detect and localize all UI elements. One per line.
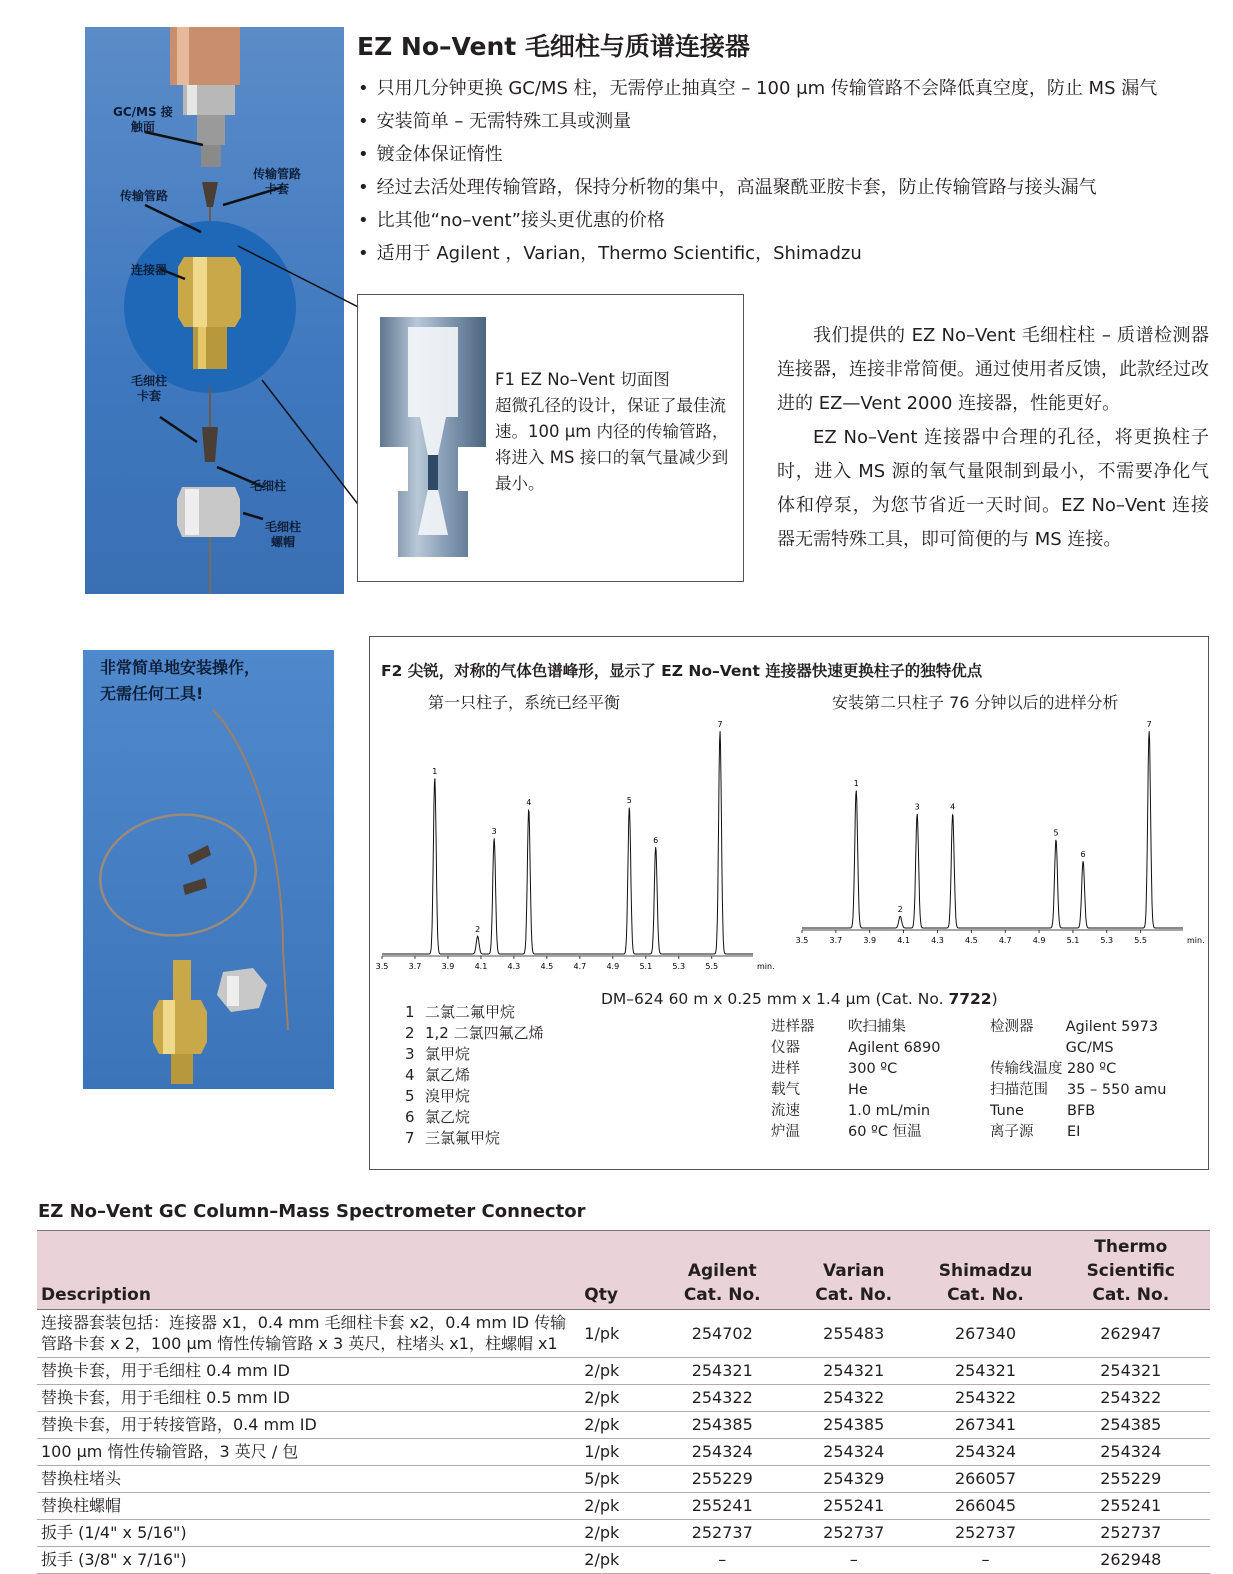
cell-varian: 254321 bbox=[788, 1358, 919, 1385]
peak-list-item bbox=[405, 1023, 544, 1044]
cell-qty: 2/pk bbox=[580, 1520, 656, 1547]
header-varian bbox=[788, 1231, 919, 1310]
paragraph: 我们提供的 EZ No–Vent 毛细柱柱 – 质谱检测器连接器，连接非常简便。通过使用者反馈，此款经过改进的 EZ—Vent 2000 连接器，性能更好。 bbox=[777, 325, 1209, 414]
cell-agilent: 254385 bbox=[656, 1412, 788, 1439]
table-row bbox=[37, 1412, 1210, 1439]
cell-thermo: 254322 bbox=[1052, 1385, 1210, 1412]
cell-agilent: 254321 bbox=[656, 1358, 788, 1385]
feature-item: • 比其他“no–vent”接头更优惠的价格 bbox=[358, 204, 1218, 237]
conditions-right bbox=[990, 1017, 1208, 1143]
cell-shimadzu: 266045 bbox=[919, 1493, 1051, 1520]
peak-label: 7 bbox=[717, 720, 723, 729]
x-tick-label: 5.5 bbox=[705, 962, 719, 971]
cell-thermo: 255229 bbox=[1052, 1466, 1210, 1493]
product-table bbox=[37, 1230, 1210, 1574]
installation-caption bbox=[100, 655, 260, 707]
column-spec-cat: 7722 bbox=[948, 990, 992, 1008]
cell-desc: 替换柱螺帽 bbox=[37, 1493, 580, 1520]
x-tick-label: 4.7 bbox=[998, 936, 1012, 945]
condition-row bbox=[771, 1122, 941, 1143]
x-tick-label: 5.1 bbox=[1066, 936, 1080, 945]
x-tick-label: 4.5 bbox=[964, 936, 978, 945]
condition-row bbox=[771, 1101, 941, 1122]
header-description: Description bbox=[37, 1231, 580, 1310]
x-tick-label: 3.5 bbox=[375, 962, 389, 971]
condition-value: 吹扫捕集 bbox=[848, 1019, 906, 1035]
x-tick-label: 3.7 bbox=[408, 962, 422, 971]
x-tick-label: 3.9 bbox=[441, 962, 455, 971]
installation-photo bbox=[83, 650, 334, 1089]
peak-compound: 三氯氟甲烷 bbox=[425, 1129, 501, 1147]
x-axis-unit: min. bbox=[1187, 936, 1205, 945]
cell-thermo: 254324 bbox=[1052, 1439, 1210, 1466]
table-row bbox=[37, 1358, 1210, 1385]
header-line: Shimadzu bbox=[938, 1261, 1033, 1281]
cell-thermo: 252737 bbox=[1052, 1520, 1210, 1547]
chromatogram-2-subtitle: 安装第二只柱子 76 分钟以后的进样分析 bbox=[832, 693, 1119, 712]
peak-list-item bbox=[405, 1044, 544, 1065]
header-line: Cat. No. bbox=[947, 1285, 1024, 1305]
condition-row bbox=[990, 1101, 1208, 1122]
x-tick-label: 3.9 bbox=[863, 936, 877, 945]
condition-key: 载气 bbox=[771, 1082, 800, 1098]
x-tick-label: 5.3 bbox=[672, 962, 686, 971]
x-tick-label: 4.5 bbox=[540, 962, 554, 971]
feature-list bbox=[358, 72, 1218, 270]
peak-number: 6 bbox=[405, 1108, 415, 1126]
condition-key: 进样器 bbox=[771, 1019, 815, 1035]
header-line: Thermo Scientific bbox=[1086, 1237, 1175, 1281]
cell-agilent: 254324 bbox=[656, 1439, 788, 1466]
cell-shimadzu: 254321 bbox=[919, 1358, 1051, 1385]
condition-key: 扫描范围 bbox=[990, 1082, 1048, 1098]
condition-row bbox=[771, 1059, 941, 1080]
condition-row bbox=[990, 1059, 1208, 1080]
chromatogram-trace bbox=[802, 731, 1183, 928]
cell-qty: 2/pk bbox=[580, 1493, 656, 1520]
cell-qty: 1/pk bbox=[580, 1439, 656, 1466]
table-body bbox=[37, 1310, 1210, 1574]
peak-compound: 氯乙烯 bbox=[425, 1066, 471, 1084]
label-column: 毛细柱 bbox=[250, 479, 287, 493]
x-tick-label: 4.1 bbox=[897, 936, 910, 945]
cell-desc: 100 μm 惰性传输管路，3 英尺 / 包 bbox=[37, 1439, 580, 1466]
x-tick-label: 5.5 bbox=[1134, 936, 1148, 945]
header-line: Cat. No. bbox=[683, 1285, 761, 1305]
paragraph: EZ No–Vent 连接器中合理的孔径，将更换柱子时，进入 MS 源的氧气量限制到最小，不需要净化气体和停泵，为您节省近一天时间。EZ No–Vent 连接器无需特殊工具，即可简便的与 MS 连接。 bbox=[777, 427, 1209, 550]
condition-value: Agilent 6890 bbox=[848, 1040, 941, 1056]
peak-compound: 二氯二氟甲烷 bbox=[425, 1003, 516, 1021]
peak-list-item bbox=[405, 1086, 544, 1107]
condition-value: 60 ºC 恒温 bbox=[848, 1124, 922, 1140]
table-row bbox=[37, 1439, 1210, 1466]
header-shimadzu bbox=[919, 1231, 1051, 1310]
x-tick-label: 5.1 bbox=[639, 962, 653, 971]
condition-value: 280 ºC bbox=[1067, 1061, 1117, 1077]
table-row bbox=[37, 1466, 1210, 1493]
label-column-ferrule: 毛细柱 卡套 bbox=[131, 374, 168, 403]
peak-compound: 溴甲烷 bbox=[425, 1087, 471, 1105]
condition-key: 离子源 bbox=[990, 1124, 1034, 1140]
label-gcms-interface: GC/MS 接 触面 bbox=[113, 105, 173, 134]
label-transfer-line: 传输管路 bbox=[120, 189, 169, 203]
condition-key: 检测器 bbox=[990, 1019, 1034, 1035]
peak-label: 4 bbox=[526, 798, 532, 808]
chromatogram-1-subtitle: 第一只柱子，系统已经平衡 bbox=[428, 693, 621, 712]
feature-item: • 镀金体保证惰性 bbox=[358, 138, 1218, 171]
cell-thermo: 254321 bbox=[1052, 1358, 1210, 1385]
header-agilent bbox=[656, 1231, 788, 1310]
cell-shimadzu: 267340 bbox=[919, 1310, 1051, 1358]
caption-line: 非常简单地安装操作， bbox=[100, 658, 261, 677]
x-tick-label: 4.9 bbox=[606, 962, 620, 971]
x-tick-label: 4.7 bbox=[573, 962, 587, 971]
cell-qty: 1/pk bbox=[580, 1310, 656, 1358]
peak-number: 7 bbox=[405, 1129, 415, 1147]
condition-value: BFB bbox=[1067, 1103, 1096, 1119]
feature-item: • 安装简单 – 无需特殊工具或测量 bbox=[358, 105, 1218, 138]
f1-label: F1 EZ No–Vent 切面图 bbox=[495, 370, 670, 389]
cell-qty: 2/pk bbox=[580, 1385, 656, 1412]
column-spec-suffix: ) bbox=[991, 990, 998, 1008]
cell-qty: 2/pk bbox=[580, 1547, 656, 1574]
f1-caption bbox=[495, 367, 735, 497]
cell-desc: 替换卡套，用于毛细柱 0.4 mm ID bbox=[37, 1358, 580, 1385]
installation-illustration bbox=[83, 650, 334, 1089]
cell-varian: – bbox=[788, 1547, 919, 1574]
table-title: EZ No–Vent GC Column–Mass Spectrometer Connector bbox=[38, 1201, 586, 1222]
cell-thermo: 254385 bbox=[1052, 1412, 1210, 1439]
table-row bbox=[37, 1310, 1210, 1358]
f2-title: F2 尖锐，对称的气体色谱峰形，显示了 EZ No–Vent 连接器快速更换柱子的独特优点 bbox=[381, 662, 983, 680]
peak-list-item bbox=[405, 1128, 544, 1149]
condition-row bbox=[771, 1017, 941, 1038]
peak-number: 2 bbox=[405, 1024, 415, 1042]
cell-shimadzu: 252737 bbox=[919, 1520, 1051, 1547]
cell-varian: 254329 bbox=[788, 1466, 919, 1493]
cell-thermo: 262947 bbox=[1052, 1310, 1210, 1358]
peak-number: 3 bbox=[405, 1045, 415, 1063]
peak-label: 6 bbox=[1080, 850, 1086, 860]
condition-value: He bbox=[848, 1082, 868, 1098]
cell-varian: 255483 bbox=[788, 1310, 919, 1358]
header-line: Cat. No. bbox=[1092, 1285, 1170, 1305]
peak-list bbox=[405, 1002, 544, 1149]
feature-item: • 只用几分钟更换 GC/MS 柱，无需停止抽真空 – 100 μm 传输管路不会降低真空度，防止 MS 漏气 bbox=[358, 72, 1218, 105]
peak-label: 3 bbox=[491, 827, 497, 837]
peak-compound: 氯乙烷 bbox=[425, 1108, 471, 1126]
cell-agilent: 255241 bbox=[656, 1493, 788, 1520]
table-header-row bbox=[37, 1231, 1210, 1310]
peak-label: 1 bbox=[853, 779, 859, 789]
cell-qty: 2/pk bbox=[580, 1412, 656, 1439]
peak-label: 2 bbox=[897, 905, 903, 915]
condition-key: 仪器 bbox=[771, 1040, 800, 1056]
cell-agilent: 252737 bbox=[656, 1520, 788, 1547]
header-line: Cat. No. bbox=[815, 1285, 893, 1305]
condition-key: Tune bbox=[990, 1103, 1024, 1119]
condition-value: EI bbox=[1067, 1124, 1081, 1140]
cell-agilent: – bbox=[656, 1547, 788, 1574]
table-row bbox=[37, 1520, 1210, 1547]
condition-row bbox=[990, 1080, 1208, 1101]
f1-cross-section-box bbox=[357, 294, 744, 582]
cell-shimadzu: 254324 bbox=[919, 1439, 1051, 1466]
cell-desc: 扳手 (3/8" x 7/16") bbox=[37, 1547, 580, 1574]
cell-desc: 连接器套装包括：连接器 x1，0.4 mm 毛细柱卡套 x2，0.4 mm ID 传输管路卡套 x 2，100 μm 惰性传输管路 x 3 英尺，柱堵头 x1，柱螺帽 x1 bbox=[37, 1310, 580, 1358]
table-row bbox=[37, 1547, 1210, 1574]
condition-key: 传输线温度 bbox=[990, 1061, 1063, 1077]
condition-key: 炉温 bbox=[771, 1124, 800, 1140]
condition-value: Agilent 5973 GC/MS bbox=[1065, 1019, 1159, 1056]
label-column-nut: 毛细柱 螺帽 bbox=[265, 520, 302, 549]
cell-desc: 替换卡套，用于毛细柱 0.5 mm ID bbox=[37, 1385, 580, 1412]
cell-thermo: 262948 bbox=[1052, 1547, 1210, 1574]
chromatogram-trace bbox=[382, 731, 753, 954]
cell-qty: 2/pk bbox=[580, 1358, 656, 1385]
condition-row bbox=[771, 1080, 941, 1101]
x-tick-label: 4.1 bbox=[474, 962, 488, 971]
peak-label: 5 bbox=[626, 795, 632, 805]
conditions-left bbox=[771, 1017, 941, 1143]
cell-shimadzu: – bbox=[919, 1547, 1051, 1574]
cell-desc: 替换柱堵头 bbox=[37, 1466, 580, 1493]
peak-label: 1 bbox=[432, 766, 438, 776]
feature-item: • 适用于 Agilent ，Varian，Thermo Scientific，Shimadzu bbox=[358, 237, 1218, 270]
description-paragraphs bbox=[777, 319, 1209, 557]
f2-chromatogram-box bbox=[369, 636, 1209, 1170]
cell-varian: 255241 bbox=[788, 1493, 919, 1520]
header-line: Varian bbox=[822, 1261, 885, 1281]
cell-agilent: 254322 bbox=[656, 1385, 788, 1412]
peak-label: 3 bbox=[914, 802, 920, 812]
condition-row bbox=[990, 1017, 1208, 1059]
header-thermo bbox=[1052, 1231, 1210, 1310]
peak-label: 7 bbox=[1146, 720, 1152, 729]
condition-key: 进样 bbox=[771, 1061, 800, 1077]
chromatogram-chart bbox=[370, 717, 1208, 977]
cell-varian: 254324 bbox=[788, 1439, 919, 1466]
cell-thermo: 255241 bbox=[1052, 1493, 1210, 1520]
peak-list-item bbox=[405, 1065, 544, 1086]
peak-label: 2 bbox=[475, 925, 481, 935]
x-tick-label: 4.3 bbox=[931, 936, 944, 945]
condition-value: 1.0 mL/min bbox=[848, 1103, 931, 1119]
x-tick-label: 5.3 bbox=[1100, 936, 1114, 945]
label-transfer-ferrule: 传输管路 卡套 bbox=[253, 167, 302, 196]
peak-compound: 氯甲烷 bbox=[425, 1045, 471, 1063]
peak-number: 5 bbox=[405, 1087, 415, 1105]
condition-value: 35 – 550 amu bbox=[1067, 1082, 1167, 1098]
cell-desc: 替换卡套，用于转接管路，0.4 mm ID bbox=[37, 1412, 580, 1439]
cell-shimadzu: 266057 bbox=[919, 1466, 1051, 1493]
peak-list-item bbox=[405, 1002, 544, 1023]
x-tick-label: 3.5 bbox=[795, 936, 809, 945]
column-spec-text: DM–624 60 m x 0.25 mm x 1.4 μm (Cat. No. bbox=[601, 990, 949, 1008]
cell-shimadzu: 267341 bbox=[919, 1412, 1051, 1439]
cross-section-illustration bbox=[368, 295, 498, 581]
label-connector: 连接器 bbox=[131, 263, 168, 277]
cell-qty: 5/pk bbox=[580, 1466, 656, 1493]
x-tick-label: 3.7 bbox=[829, 936, 843, 945]
f1-text: 超微孔径的设计，保证了最佳流速。100 μm 内径的传输管路，将进入 MS 接口的氧气量减少到最小。 bbox=[495, 396, 729, 493]
x-tick-label: 4.3 bbox=[507, 962, 521, 971]
column-spec bbox=[601, 990, 998, 1008]
cell-varian: 254385 bbox=[788, 1412, 919, 1439]
peak-label: 6 bbox=[653, 835, 659, 845]
peak-number: 4 bbox=[405, 1066, 415, 1084]
peak-label: 4 bbox=[950, 802, 956, 812]
x-tick-label: 4.9 bbox=[1032, 936, 1046, 945]
condition-row bbox=[771, 1038, 941, 1059]
condition-key: 流速 bbox=[771, 1103, 800, 1119]
condition-value: 300 ºC bbox=[848, 1061, 898, 1077]
peak-compound: 1,2 二氯四氟乙烯 bbox=[425, 1024, 544, 1042]
cell-desc: 扳手 (1/4" x 5/16") bbox=[37, 1520, 580, 1547]
cell-varian: 252737 bbox=[788, 1520, 919, 1547]
peak-label: 5 bbox=[1053, 828, 1059, 838]
condition-row bbox=[990, 1122, 1208, 1143]
page-title: EZ No–Vent 毛细柱与质谱连接器 bbox=[357, 32, 750, 61]
caption-line: 无需任何工具! bbox=[100, 684, 204, 703]
header-qty: Qty bbox=[580, 1231, 656, 1310]
feature-item: • 经过去活处理传输管路，保持分析物的集中，高温聚酰亚胺卡套，防止传输管路与接头漏气 bbox=[358, 171, 1218, 204]
header-line: Agilent bbox=[687, 1261, 757, 1281]
table-row bbox=[37, 1385, 1210, 1412]
peak-list-item bbox=[405, 1107, 544, 1128]
table-row bbox=[37, 1493, 1210, 1520]
peak-number: 1 bbox=[405, 1003, 415, 1021]
cell-shimadzu: 254322 bbox=[919, 1385, 1051, 1412]
cell-agilent: 254702 bbox=[656, 1310, 788, 1358]
cell-agilent: 255229 bbox=[656, 1466, 788, 1493]
cell-varian: 254322 bbox=[788, 1385, 919, 1412]
x-axis-unit: min. bbox=[757, 962, 775, 971]
